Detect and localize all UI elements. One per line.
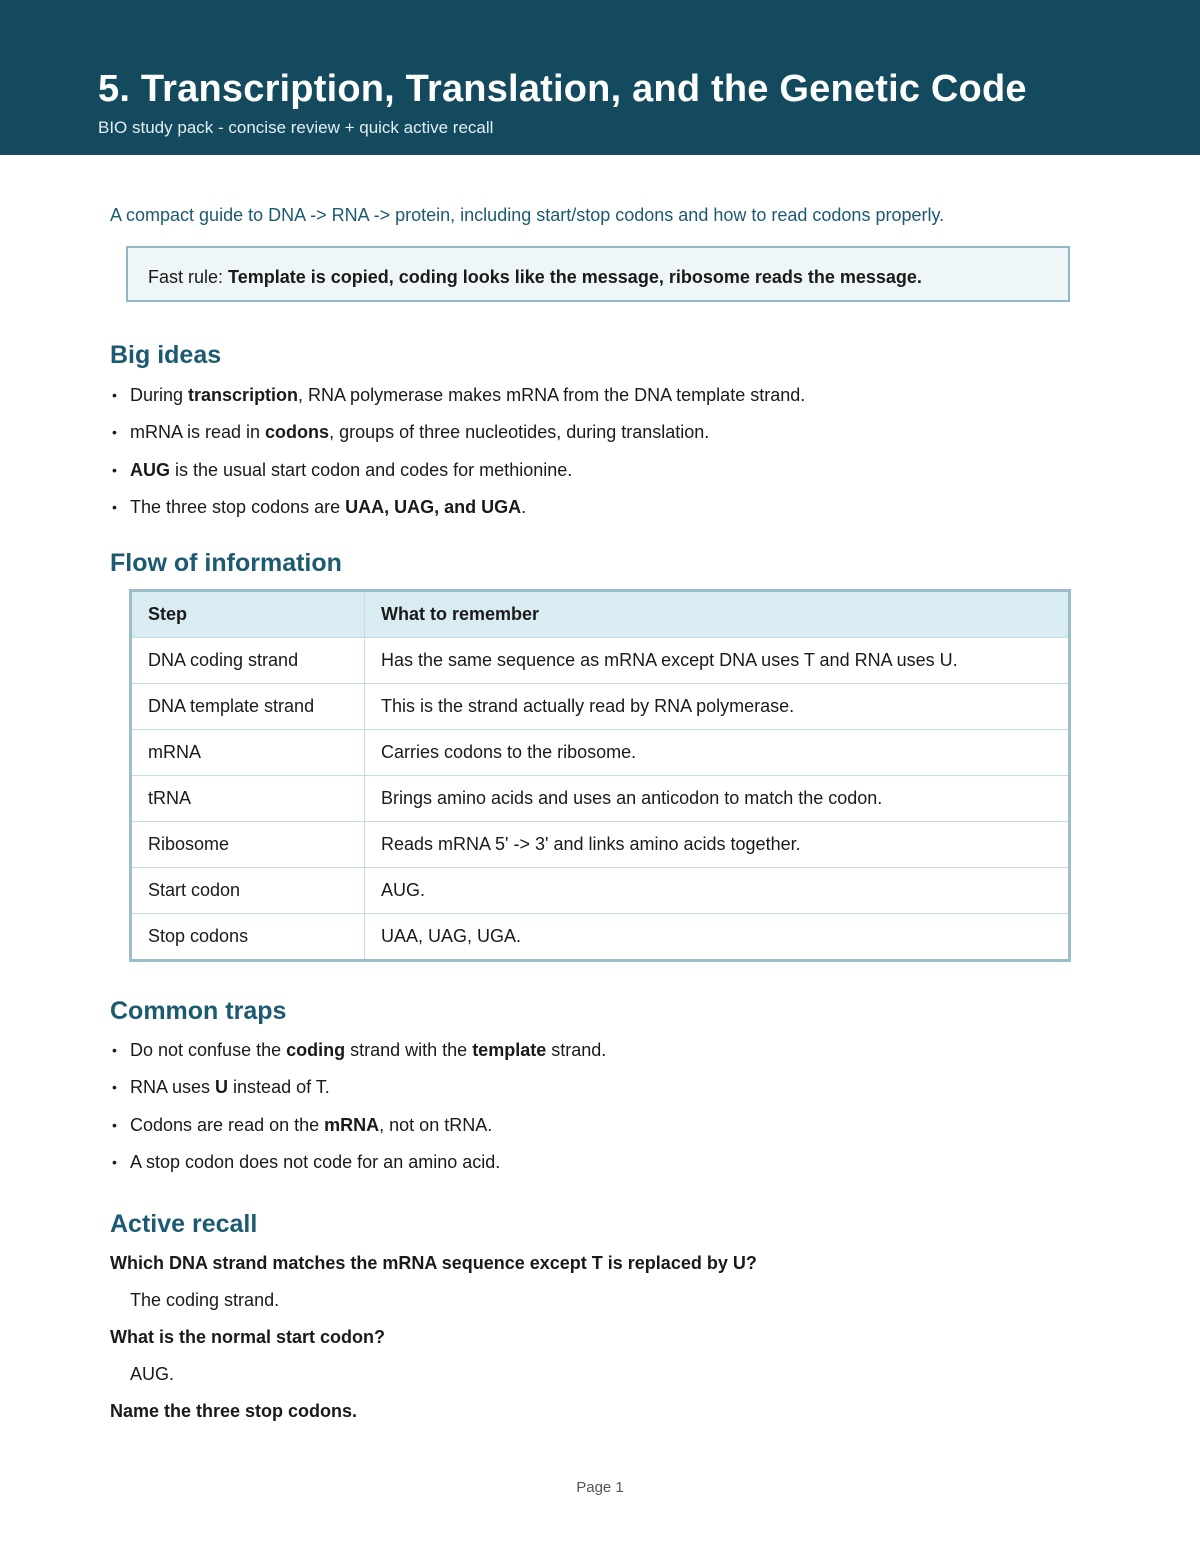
item-text: instead of T. xyxy=(228,1077,330,1098)
item-text: . xyxy=(521,496,527,517)
item-text: strand with the xyxy=(345,1040,473,1060)
item-bold: AUG xyxy=(130,459,170,480)
list-item xyxy=(110,1114,606,1151)
page-header xyxy=(0,0,1200,155)
bullet-icon: • xyxy=(112,424,117,441)
item-text: During xyxy=(130,385,189,405)
page-number: Page 1 xyxy=(576,1479,624,1496)
item-text: The three stop codons are xyxy=(130,496,346,517)
recall-heading: Active recall xyxy=(110,1210,258,1238)
item-text: , RNA polymerase makes mRNA from the DNA template strand. xyxy=(298,385,806,405)
remember-cell: Reads mRNA 5' -> 3' and links amino acids together. xyxy=(365,822,1070,868)
list-item xyxy=(110,459,805,496)
traps-heading: Common traps xyxy=(110,997,287,1025)
item-bold: coding xyxy=(286,1040,346,1060)
item-bold: UAA, UAG, and UGA xyxy=(345,496,522,517)
item-text: A stop codon does not code for an amino acid. xyxy=(130,1151,501,1172)
table-row xyxy=(131,638,1070,684)
step-cell: tRNA xyxy=(131,776,365,822)
bullet-icon: • xyxy=(112,1153,117,1170)
answer-text: The coding strand. xyxy=(130,1290,280,1310)
bullet-icon: • xyxy=(112,461,117,478)
step-cell: DNA template strand xyxy=(131,684,365,730)
table-row xyxy=(131,776,1070,822)
table-row xyxy=(131,730,1070,776)
remember-cell: Brings amino acids and uses an anticodon to match the codon. xyxy=(365,776,1070,822)
list-item xyxy=(110,421,805,458)
page-subtitle: BIO study pack - concise review + quick active recall xyxy=(98,118,494,137)
item-text: strand. xyxy=(546,1040,607,1060)
list-item xyxy=(110,496,805,533)
bullet-icon: • xyxy=(112,1042,117,1058)
item-bold: template xyxy=(472,1040,547,1060)
fast-rule-label: Fast rule: xyxy=(148,267,229,287)
table-row xyxy=(131,868,1070,914)
remember-cell: This is the strand actually read by RNA polymerase. xyxy=(365,684,1070,730)
fast-rule-callout xyxy=(126,246,1070,302)
big-ideas-heading: Big ideas xyxy=(110,341,222,369)
item-bold: mRNA xyxy=(324,1114,380,1135)
item-bold: codons xyxy=(265,422,330,443)
bullet-icon: • xyxy=(112,1116,117,1133)
big-ideas-list xyxy=(110,384,805,533)
page-title: 5. Transcription, Translation, and the Genetic Code xyxy=(98,68,1027,110)
question-text: What is the normal start codon? xyxy=(110,1327,386,1347)
table-row xyxy=(131,684,1070,730)
column-header-step: Step xyxy=(131,591,365,638)
intro-text: A compact guide to DNA -> RNA -> protein, including start/stop codons and how to read codons properly. xyxy=(110,205,945,225)
bullet-icon: • xyxy=(112,1079,117,1096)
table-row xyxy=(131,822,1070,868)
item-text: , not on tRNA. xyxy=(379,1114,493,1135)
list-item xyxy=(110,1076,606,1113)
item-text: Codons are read on the xyxy=(130,1114,325,1135)
list-item xyxy=(110,384,805,421)
item-bold: U xyxy=(215,1077,229,1098)
recall-question xyxy=(110,1326,385,1348)
question-text: Name the three stop codons. xyxy=(110,1401,358,1421)
answer-text: AUG. xyxy=(130,1364,175,1384)
step-cell: DNA coding strand xyxy=(131,638,365,684)
recall-answer xyxy=(110,1289,279,1311)
flow-table xyxy=(129,589,1071,962)
remember-cell: Has the same sequence as mRNA except DNA uses T and RNA uses U. xyxy=(365,638,1070,684)
traps-list xyxy=(110,1039,606,1188)
recall-answer xyxy=(110,1363,174,1385)
recall-question xyxy=(110,1252,757,1274)
flow-heading: Flow of information xyxy=(110,549,342,577)
table-row xyxy=(131,914,1070,961)
step-cell: Ribosome xyxy=(131,822,365,868)
question-text: Which DNA strand matches the mRNA sequence except T is replaced by U? xyxy=(110,1253,757,1273)
column-header-remember: What to remember xyxy=(365,591,1070,638)
step-cell: mRNA xyxy=(131,730,365,776)
item-text: RNA uses xyxy=(130,1077,216,1098)
item-text: , groups of three nucleotides, during translation. xyxy=(329,422,710,443)
remember-cell: AUG. xyxy=(365,868,1070,914)
step-cell: Start codon xyxy=(131,868,365,914)
list-item xyxy=(110,1151,606,1188)
item-text: mRNA is read in xyxy=(130,422,266,443)
remember-cell: Carries codons to the ribosome. xyxy=(365,730,1070,776)
table-header-row xyxy=(131,591,1070,638)
recall-question xyxy=(110,1400,357,1422)
bullet-icon: • xyxy=(112,498,117,515)
bullet-icon: • xyxy=(112,387,117,403)
remember-cell: UAA, UAG, UGA. xyxy=(365,914,1070,961)
item-text: is the usual start codon and codes for methionine. xyxy=(170,459,573,480)
step-cell: Stop codons xyxy=(131,914,365,961)
fast-rule-text: Template is copied, coding looks like the message, ribosome reads the message. xyxy=(228,267,922,287)
item-text: Do not confuse the xyxy=(130,1040,287,1060)
item-bold: transcription xyxy=(188,385,299,405)
list-item xyxy=(110,1039,606,1076)
